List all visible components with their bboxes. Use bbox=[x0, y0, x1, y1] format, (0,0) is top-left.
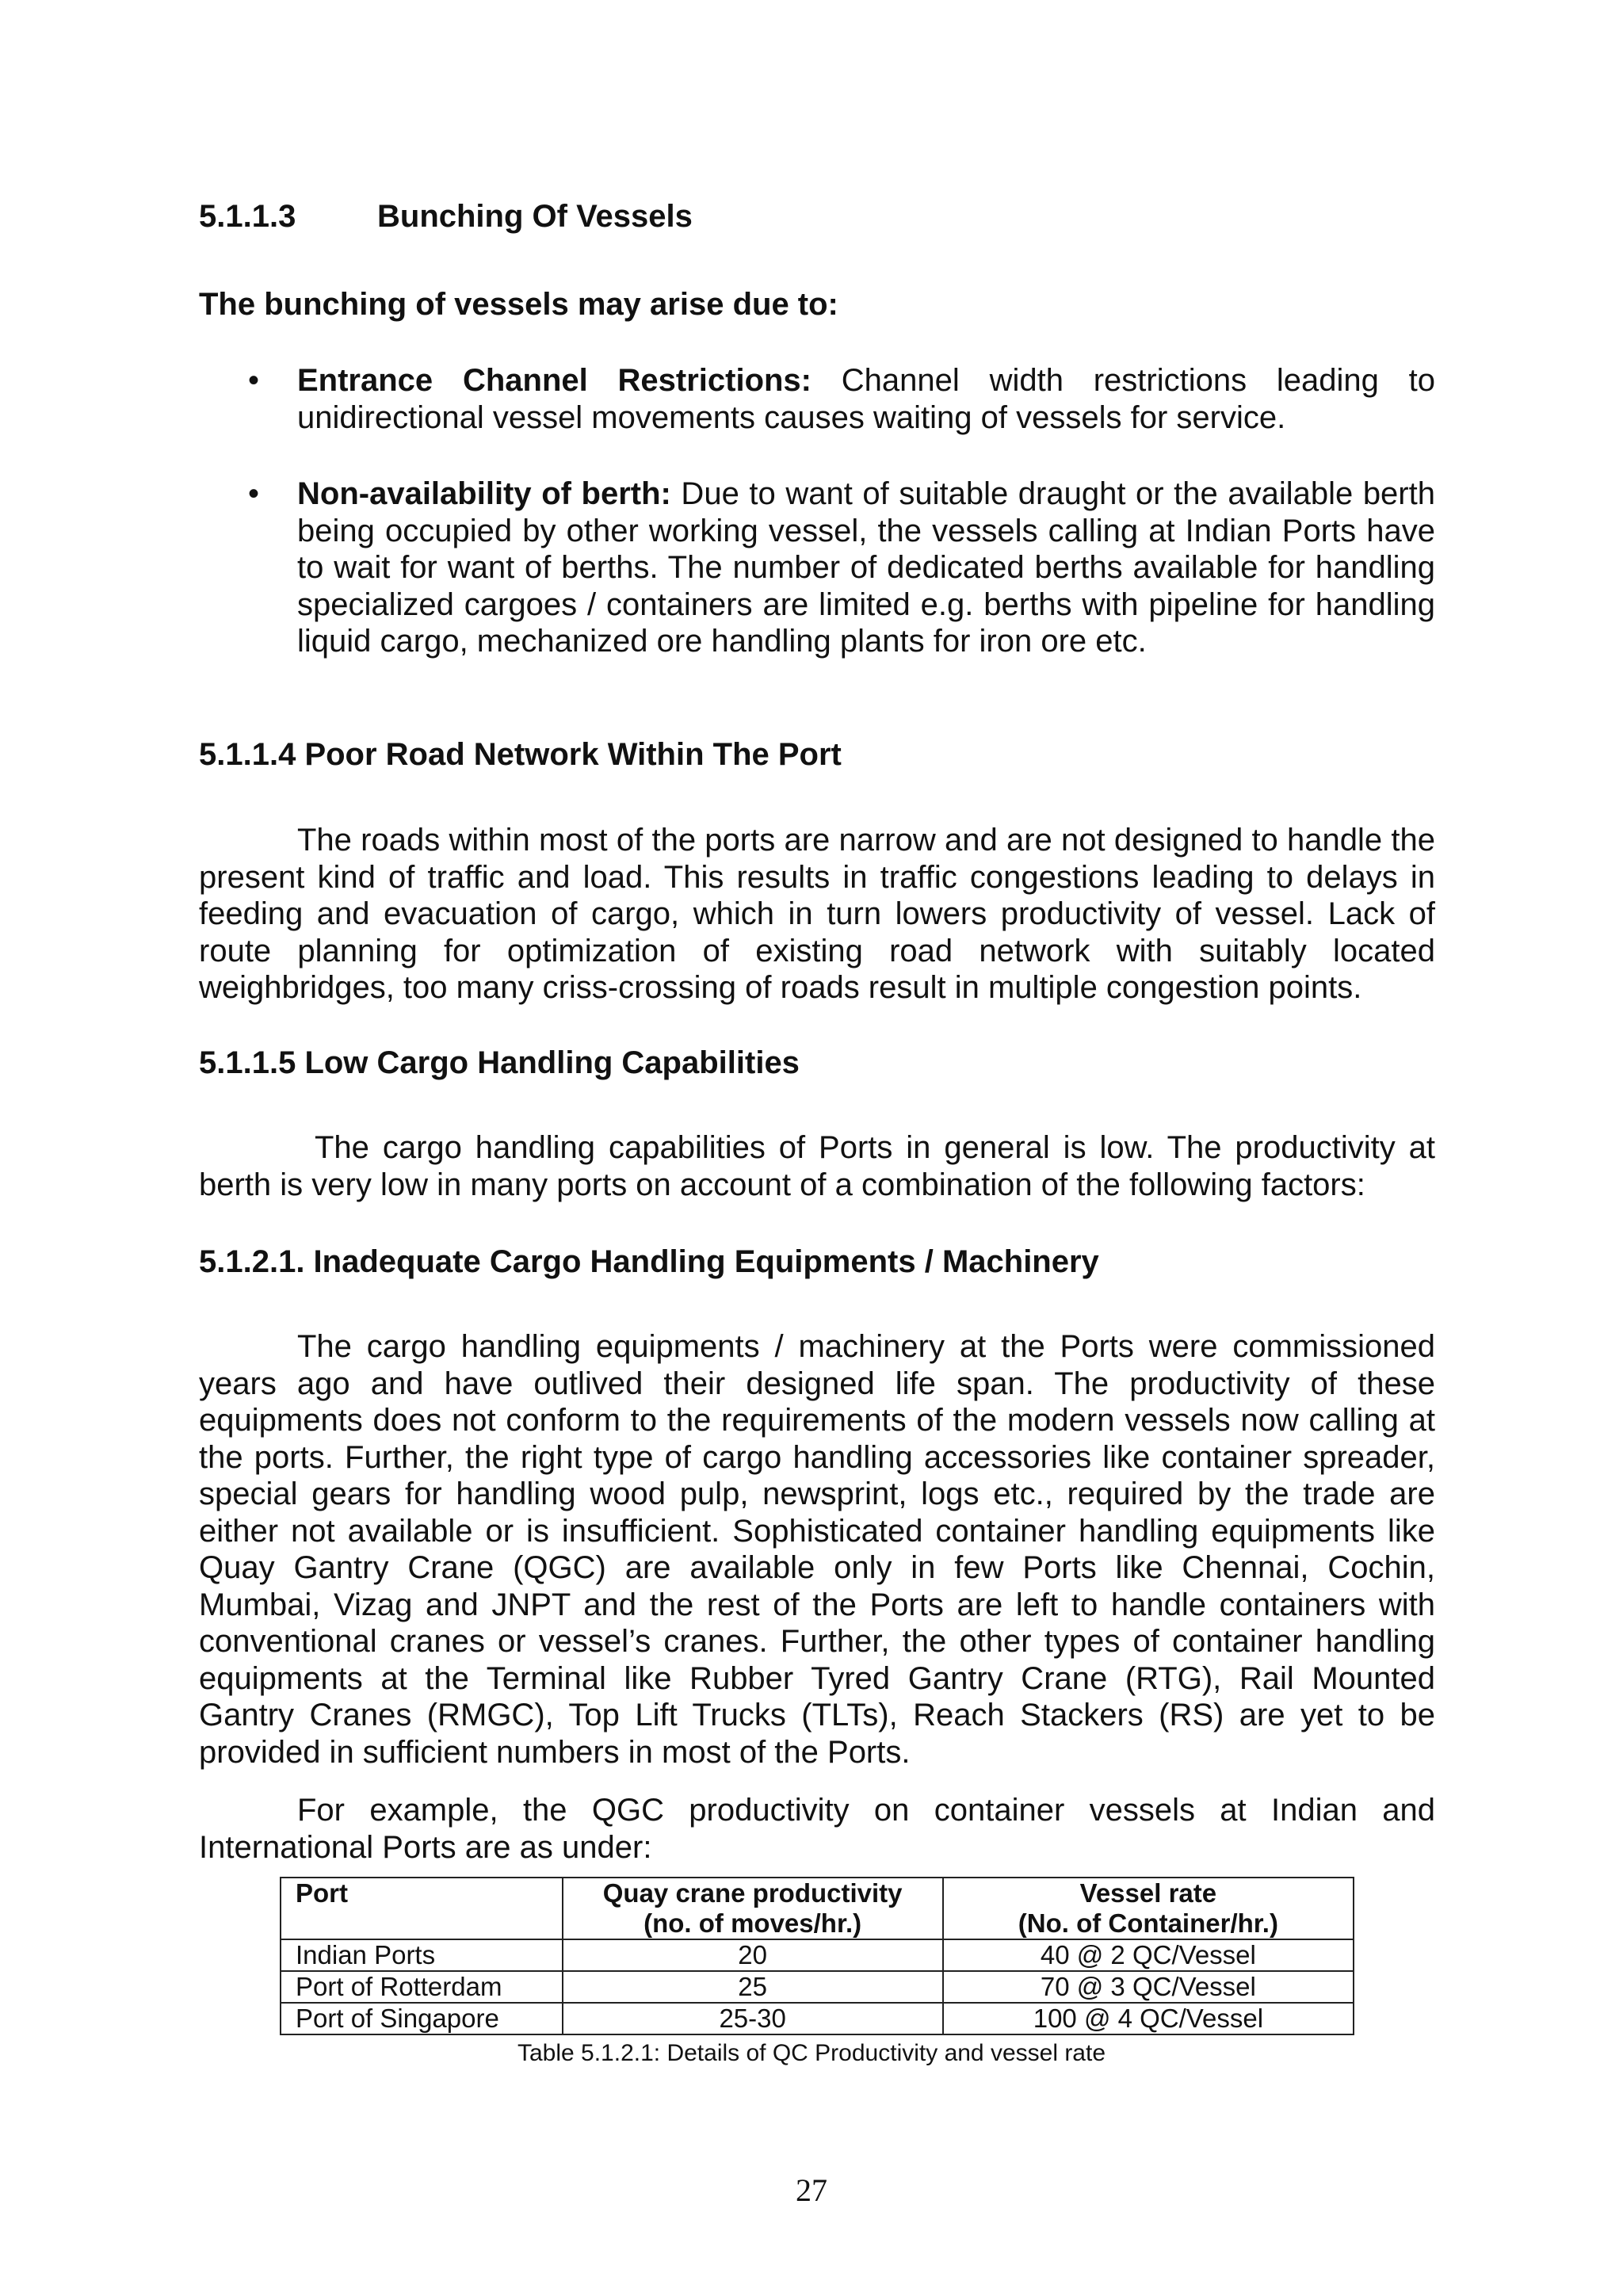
bullet-dot-icon: • bbox=[248, 363, 260, 398]
cell-qc: 25 bbox=[563, 1971, 943, 2003]
header-vessel-rate: Vessel rate (No. of Container/hr.) bbox=[943, 1878, 1354, 1939]
qc-productivity-table bbox=[280, 1877, 1354, 2035]
bullet-text: Due to want of suitable draught or the available berth being occupied by other working vessel, the vessels calling at Indian Ports have to wait for want of berths. The number of dedicated berths available for handling specialized cargoes / containers are limited e.g. berths with pipeline for handling liquid cargo, mechanized ore handling plants for iron ore etc. bbox=[297, 476, 1435, 659]
paragraph-cargo-handling bbox=[199, 1129, 1435, 1203]
cell-qc: 25-30 bbox=[563, 2003, 943, 2034]
table-caption: Table 5.1.2.1: Details of QC Productivity and vessel rate bbox=[517, 2040, 1106, 2066]
paragraph-text: The cargo handling equipments / machinery at the Ports were commissioned years ago and have outlived their designed life span. The productivity of these equipments does not conform to the requirements of the modern vessels now calling at the ports. Further, the right type of cargo handling accessories like container spreader, special gears for handling wood pulp, newsprint, logs etc., required by the trade are either not available or is insufficient. Sophisticated container handling equipments like Quay Gantry Crane (QGC) are available only in few Ports like Chennai, Cochin, Mumbai, Vizag and JNPT and the rest of the Ports are left to handle containers with conventional cranes or vessel’s cranes. Further, the other types of container handling equipments at the Terminal like Rubber Tyred Gantry Crane (RTG), Rail Mounted Gantry Cranes (RMGC), Top Lift Trucks (TLTs), Reach Stackers (RS) are yet to be provided in sufficient numbers in most of the Ports. bbox=[199, 1329, 1435, 1770]
table-row bbox=[281, 1971, 1354, 2003]
table-row bbox=[281, 1939, 1354, 1971]
paragraph-text: For example, the QGC productivity on container vessels at Indian and International Ports are as under: bbox=[199, 1793, 1435, 1865]
bunching-intro: The bunching of vessels may arise due to: bbox=[199, 287, 838, 322]
section-heading-5-1-1-5: 5.1.1.5 Low Cargo Handling Capabilities bbox=[199, 1045, 800, 1080]
paragraph-text: The roads within most of the ports are narrow and are not designed to handle the present kind of traffic and load. This results in traffic congestions leading to delays in feeding and evacuation of cargo, which in turn lowers productivity of vessel. Lack of route planning for optimization of existing road network with suitably located weighbridges, too many criss-crossing of roads result in multiple congestion points. bbox=[199, 823, 1435, 1005]
paragraph-example bbox=[199, 1792, 1435, 1866]
cell-qc: 20 bbox=[563, 1939, 943, 1971]
bullet-label: Non-availability of berth: bbox=[297, 476, 671, 511]
bullet-item bbox=[199, 362, 1435, 436]
cell-vessel-rate: 70 @ 3 QC/Vessel bbox=[943, 1971, 1354, 2003]
section-title: Bunching Of Vessels bbox=[377, 199, 693, 234]
page-number: 27 bbox=[796, 2172, 827, 2208]
section-heading-5-1-2-1: 5.1.2.1. Inadequate Cargo Handling Equipments / Machinery bbox=[199, 1244, 1099, 1279]
cell-port: Indian Ports bbox=[281, 1939, 563, 1971]
table-row bbox=[281, 2003, 1354, 2034]
cell-port: Port of Rotterdam bbox=[281, 1971, 563, 2003]
section-heading-5-1-1-4: 5.1.1.4 Poor Road Network Within The Port bbox=[199, 737, 842, 772]
table-header-row bbox=[281, 1878, 1354, 1939]
cell-vessel-rate: 100 @ 4 QC/Vessel bbox=[943, 2003, 1354, 2034]
bullet-text: Channel width restrictions leading to unidirectional vessel movements causes waiting of vessels for service. bbox=[297, 363, 1435, 435]
cell-port: Port of Singapore bbox=[281, 2003, 563, 2034]
section-number: 5.1.1.3 bbox=[199, 199, 296, 234]
section-heading-5-1-1-3 bbox=[199, 198, 693, 235]
header-port: Port bbox=[281, 1878, 563, 1939]
bullet-dot-icon: • bbox=[248, 476, 260, 511]
paragraph-road-network bbox=[199, 822, 1435, 1007]
paragraph-text: The cargo handling capabilities of Ports in general is low. The productivity at berth is very low in many ports on account of a combination of the following factors: bbox=[199, 1130, 1435, 1202]
header-qc-productivity: Quay crane productivity (no. of moves/hr.) bbox=[563, 1878, 943, 1939]
paragraph-equipment bbox=[199, 1328, 1435, 1771]
cell-vessel-rate: 40 @ 2 QC/Vessel bbox=[943, 1939, 1354, 1971]
bullet-label: Entrance Channel Restrictions: bbox=[297, 363, 812, 398]
bullet-item bbox=[199, 476, 1435, 660]
